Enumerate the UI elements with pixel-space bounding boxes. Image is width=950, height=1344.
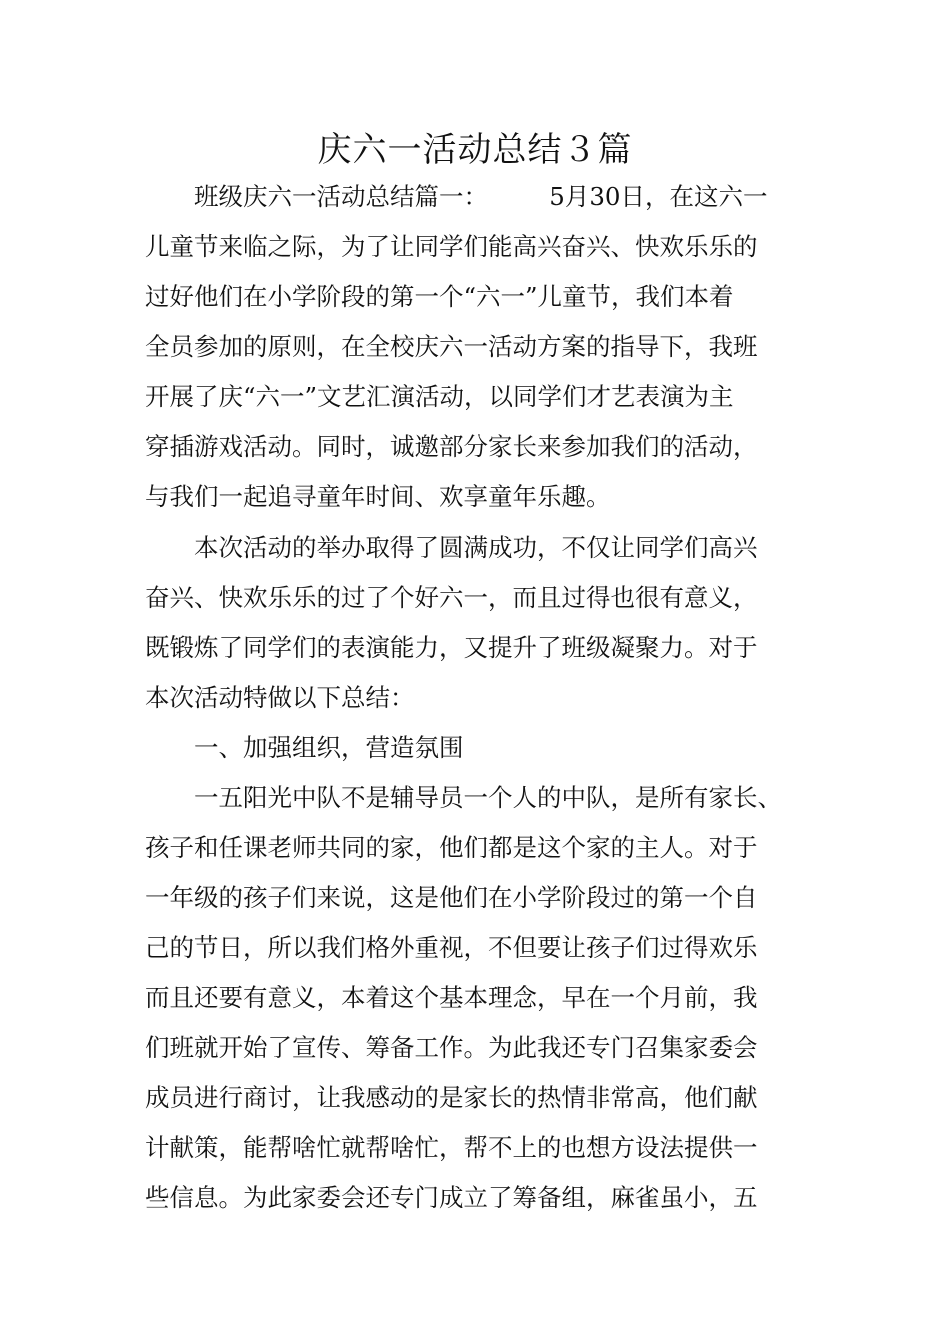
body-line: 而且还要有意义，本着这个基本理念，早在一个月前，我 xyxy=(145,983,758,1012)
body-line: 们班就开始了宣传、筹备工作。为此我还专门召集家委会 xyxy=(145,1033,758,1062)
body-line: 本次活动的举办取得了圆满成功，不仅让同学们高兴 xyxy=(145,533,758,562)
body-line: 一年级的孩子们来说，这是他们在小学阶段过的第一个自 xyxy=(145,883,758,912)
document-title: 庆六一活动总结３篇 xyxy=(317,130,633,170)
body-line: 己的节日，所以我们格外重视，不但要让孩子们过得欢乐 xyxy=(145,933,758,962)
body-line: 一、加强组织，营造氛围 xyxy=(145,733,464,762)
body-line: 过好他们在小学阶段的第一个“六一”儿童节，我们本着 xyxy=(145,282,734,311)
body-line: 孩子和任课老师共同的家，他们都是这个家的主人。对于 xyxy=(145,833,758,862)
body-line: 计献策，能帮啥忙就帮啥忙，帮不上的也想方设法提供一 xyxy=(145,1133,758,1162)
body-line: 既锻炼了同学们的表演能力，又提升了班级凝聚力。对于 xyxy=(145,633,758,662)
body-line: 班级庆六一活动总结篇一： 5月30日，在这六一 xyxy=(145,182,768,211)
body-line: 与我们一起追寻童年时间、欢享童年乐趣。 xyxy=(145,482,611,511)
body-line: 些信息。为此家委会还专门成立了筹备组，麻雀虽小，五 xyxy=(145,1183,758,1212)
body-line: 开展了庆“六一”文艺汇演活动，以同学们才艺表演为主 xyxy=(145,382,734,411)
body-line: 儿童节来临之际，为了让同学们能高兴奋兴、快欢乐乐的 xyxy=(145,232,758,261)
body-line: 全员参加的原则，在全校庆六一活动方案的指导下，我班 xyxy=(145,332,758,361)
body-line: 成员进行商讨，让我感动的是家长的热情非常高，他们献 xyxy=(145,1083,758,1112)
body-line: 奋兴、快欢乐乐的过了个好六一，而且过得也很有意义， xyxy=(145,583,758,612)
body-line: 一五阳光中队不是辅导员一个人的中队，是所有家长、 xyxy=(145,783,782,812)
body-line: 本次活动特做以下总结： xyxy=(145,683,415,712)
body-line: 穿插游戏活动。同时，诚邀部分家长来参加我们的活动， xyxy=(145,432,758,461)
